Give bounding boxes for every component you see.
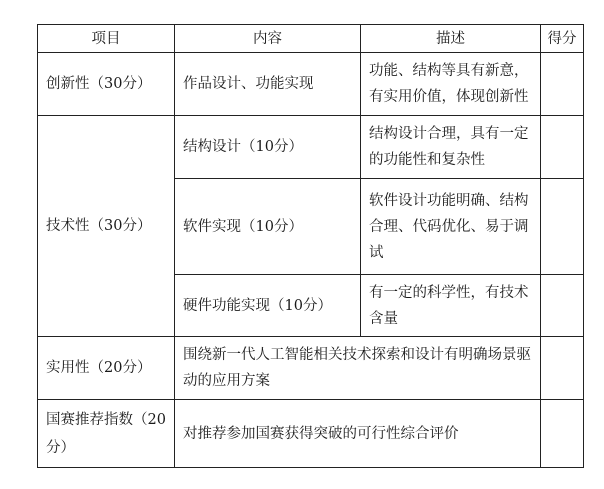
item-cell: 技术性（30分） (38, 116, 175, 337)
score-cell[interactable] (541, 179, 584, 275)
item-cell: 实用性（20分） (38, 337, 175, 400)
description-cell: 功能、结构等具有新意，有实用价值，体现创新性 (361, 53, 541, 116)
score-cell[interactable] (541, 116, 584, 179)
table-row-practicality (38, 337, 584, 400)
description-cell: 结构设计合理，具有一定的功能性和复杂性 (361, 116, 541, 179)
header-content: 内容 (175, 25, 361, 53)
content-cell: 软件实现（10分） (175, 179, 361, 275)
score-cell[interactable] (541, 53, 584, 116)
table-row-national-recommendation (38, 400, 584, 468)
score-cell[interactable] (541, 275, 584, 337)
item-cell: 国赛推荐指数（20分） (38, 400, 175, 468)
table-row-structure (38, 116, 584, 179)
table-row-innovation (38, 53, 584, 116)
score-cell[interactable] (541, 400, 584, 468)
scoring-table (37, 24, 584, 468)
description-cell: 软件设计功能明确、结构合理、代码优化、易于调试 (361, 179, 541, 275)
content-cell: 结构设计（10分） (175, 116, 361, 179)
item-cell: 创新性（30分） (38, 53, 175, 116)
description-cell: 有一定的科学性，有技术含量 (361, 275, 541, 337)
header-score: 得分 (541, 25, 584, 53)
header-description: 描述 (361, 25, 541, 53)
content-cell: 硬件功能实现（10分） (175, 275, 361, 337)
content-cell: 对推荐参加国赛获得突破的可行性综合评价 (175, 400, 541, 468)
content-cell: 作品设计、功能实现 (175, 53, 361, 116)
content-cell: 围绕新一代人工智能相关技术探索和设计有明确场景驱动的应用方案 (175, 337, 541, 400)
table-header-row (38, 25, 584, 53)
header-item: 项目 (38, 25, 175, 53)
score-cell[interactable] (541, 337, 584, 400)
